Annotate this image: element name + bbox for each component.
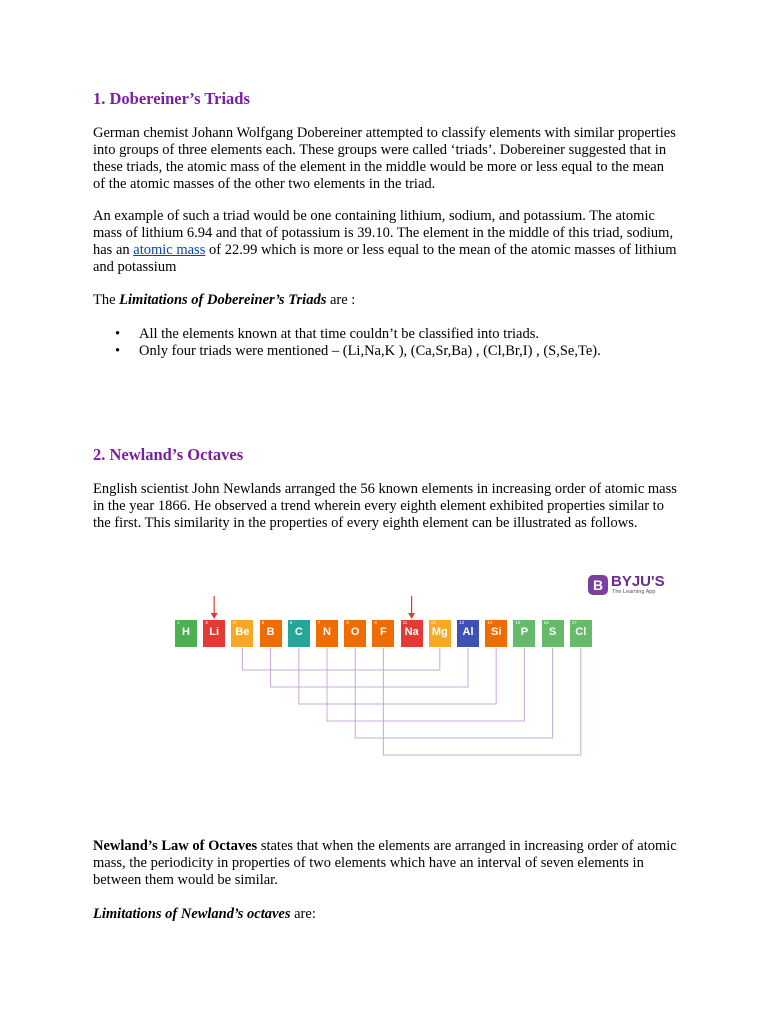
element-symbol: Al (462, 626, 474, 638)
element-tile-h (175, 620, 197, 647)
element-number: 14 (487, 620, 493, 625)
element-symbol: C (294, 626, 303, 638)
element-number: 5 (261, 620, 265, 625)
element-symbol: B (266, 626, 275, 638)
element-tile-p (513, 620, 535, 647)
element-symbol: F (380, 626, 387, 638)
element-number: 9 (374, 620, 377, 625)
element-tile-mg (429, 620, 451, 647)
octave-connector (383, 648, 580, 755)
element-tile-b (260, 620, 282, 647)
element-symbol: O (350, 626, 360, 638)
section-heading-dobereiner: 1. Dobereiner’s Triads (93, 89, 250, 108)
element-number: 7 (318, 620, 321, 625)
element-tile-al (457, 620, 479, 647)
atomic-mass-link[interactable]: atomic mass (133, 242, 206, 258)
octave-connector (242, 648, 439, 670)
element-symbol: Be (235, 626, 250, 638)
element-tile-na (401, 620, 423, 647)
element-symbol: Li (209, 626, 220, 638)
element-tile-o (344, 620, 366, 647)
newlands-octaves-figure (170, 565, 680, 775)
octave-connector (271, 648, 468, 687)
octave-connector (355, 648, 552, 738)
element-tile-s (542, 620, 564, 647)
text-suffix: are : (326, 292, 356, 308)
emphasis-limitations: Limitations of Dobereiner’s Triads (119, 292, 327, 308)
paragraph-triad-example (93, 208, 678, 276)
element-tile-li (203, 620, 225, 647)
arrow-down-icon (211, 613, 218, 619)
element-tile-cl (570, 620, 592, 647)
element-symbol: Si (490, 626, 502, 638)
octave-connectors (170, 565, 680, 775)
element-number: 12 (430, 620, 436, 625)
paragraph-law-of-octaves (93, 838, 678, 889)
paragraph-text: An example of such a triad would be one containing lithium, sodium, and potassium. The atomic mass of lithium 6.94 and that of potassium is 39.10. The element in the middle of this triad, sodium, has an (93, 208, 674, 258)
paragraph-newland-intro: English scientist John Newlands arranged the 56 known elements in increasing order of atomic mass in the year 1866. He observed a trend wherein every eighth element exhibited properties similar to the first. This similarity in the properties of every eighth element can be illustrated as follows. (93, 481, 677, 531)
element-symbol: Mg (431, 626, 448, 638)
element-tile-be (231, 620, 253, 647)
dobereiner-limitations-list (93, 326, 678, 360)
element-symbol: N (323, 626, 331, 638)
element-tiles-row (175, 620, 595, 648)
element-number: 17 (571, 620, 577, 625)
element-tile-n (316, 620, 338, 647)
element-number: 6 (289, 620, 293, 625)
element-number: 11 (402, 620, 408, 625)
list-item: • All the elements known at that time couldn’t be classified into triads. (93, 326, 678, 343)
element-tile-c (288, 620, 310, 647)
octave-connector (299, 648, 496, 704)
section-heading-newland: 2. Newland’s Octaves (93, 445, 244, 464)
paragraph-dobereiner-intro: German chemist Johann Wolfgang Dobereiner attempted to classify elements with similar properties into groups of three elements each. These groups were called ‘triads’. Dobereiner suggested that in these triads, the atomic mass of the element in the middle would be more or less equal to the mean of the atomic masses of the other two elements in the triad. (93, 125, 676, 192)
element-number: 4 (233, 620, 236, 625)
emphasis-limitations: Limitations of Newland’s octaves (93, 906, 291, 922)
paragraph-text: states that when the elements are arranged in increasing order of atomic mass, the periodicity in properties of two elements which have an interval of seven elements in between them would be similar. (93, 838, 677, 888)
element-number: 13 (459, 620, 465, 625)
arrow-down-icon (408, 613, 415, 619)
element-symbol: S (548, 626, 557, 638)
octave-connector (327, 648, 524, 721)
element-number: 16 (543, 620, 549, 625)
element-symbol: Na (404, 626, 419, 638)
bold-law-title: Newland’s Law of Octaves (93, 838, 258, 854)
text-suffix: are: (290, 906, 316, 922)
byjus-logo-text: BYJU'S (611, 573, 665, 590)
element-number: 1 (177, 620, 180, 625)
element-symbol: P (520, 626, 529, 638)
element-symbol: H (182, 626, 190, 638)
paragraph-dobereiner-limitations-intro (93, 292, 678, 309)
element-number: 3 (205, 620, 208, 625)
element-tile-f (372, 620, 394, 647)
element-number: 15 (515, 620, 521, 625)
element-symbol: Cl (575, 626, 587, 638)
paragraph-newland-limitations-intro (93, 906, 678, 923)
list-item: • Only four triads were mentioned – (Li,Na,K ), (Ca,Sr,Ba) , (Cl,Br,I) , (S,Se,Te). (93, 343, 678, 360)
element-tile-si (485, 620, 507, 647)
element-number: 8 (346, 620, 349, 625)
byjus-logo-mark: B (588, 575, 608, 595)
text-prefix: The (93, 292, 120, 308)
byjus-logo-subtitle: The Learning App (612, 589, 656, 595)
paragraph-text: of 22.99 which is more or less equal to the mean of the atomic masses of lithium and potassium (93, 242, 677, 275)
